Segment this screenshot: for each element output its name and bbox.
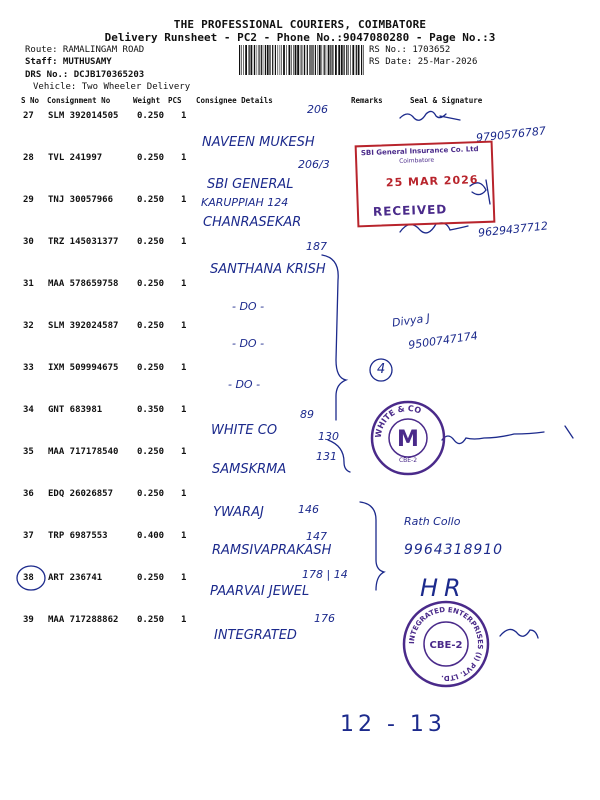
hand-131: 131: [316, 450, 337, 463]
hand-footer-count: 12 - 13: [340, 712, 446, 737]
hand-206-3: 206/3: [298, 158, 330, 171]
row-weight: 0.250: [137, 489, 165, 499]
white-co-inner: CBE-2: [398, 457, 418, 464]
hand-ditto-1: - DO -: [232, 300, 265, 313]
hand-130: 130: [318, 430, 339, 443]
hand-rathcollo: Rath Collo: [404, 515, 461, 528]
hand-circled-4: 4: [377, 362, 386, 377]
integrated-inner: CBE-2: [429, 640, 463, 651]
circle-mark: [17, 566, 45, 590]
hand-147: 147: [306, 530, 327, 543]
col-sno: S No: [21, 96, 40, 105]
row-sno: 39: [23, 615, 34, 625]
hand-ramsiva: RAMSIVAPRAKASH: [212, 543, 332, 558]
row-consignment: EDQ 26026857: [48, 489, 114, 499]
row-weight: 0.250: [137, 237, 165, 247]
row-weight: 0.250: [137, 153, 165, 163]
col-remarks: Remarks: [351, 96, 383, 105]
hand-samskrma: SAMSKRMA: [212, 462, 287, 477]
row-pcs: 1: [181, 153, 187, 163]
staff-label: Staff: MUTHUSAMY: [25, 57, 112, 67]
row-sno: 31: [23, 279, 34, 289]
route-label: Route: RAMALINGAM ROAD: [25, 45, 145, 55]
hand-santhana: SANTHANA KRISH: [210, 262, 326, 277]
hand-phone-2: 9629437712: [477, 219, 549, 240]
company-title: THE PROFESSIONAL COURIERS, COIMBATORE: [173, 18, 427, 31]
row-pcs: 1: [181, 531, 187, 541]
hand-187: 187: [306, 240, 327, 253]
hand-89: 89: [300, 408, 314, 421]
row-pcs: 1: [181, 111, 187, 121]
brace-mark: [360, 502, 384, 590]
row-consignment: MAA 717288862: [48, 615, 119, 625]
sbi-stamp-line1: SBI General Insurance Co. Ltd: [360, 145, 479, 158]
row-consignment: TVL 241997: [48, 153, 103, 163]
row-sno: 27: [23, 111, 34, 121]
row-sno: 29: [23, 195, 34, 205]
row-weight: 0.250: [137, 321, 165, 331]
row-consignment: IXM 509994675: [48, 363, 119, 373]
row-sno: 32: [23, 321, 34, 331]
row-sno: 37: [23, 531, 34, 541]
signature-mark: [400, 111, 460, 120]
col-consignment: Consignment No: [47, 96, 111, 105]
hand-178: 178 | 14: [302, 568, 348, 581]
hand-phone-4: 9964318910: [404, 542, 504, 558]
row-sno: 36: [23, 489, 34, 499]
hand-ditto-3: - DO -: [228, 378, 261, 391]
signature-mark: [442, 426, 573, 444]
sbi-stamp-date: 25 MAR 2026: [385, 173, 479, 190]
hand-chanrasekar: CHANRASEKAR: [203, 215, 302, 230]
row-consignment: MAA 578659758: [48, 279, 119, 289]
sbi-stamp: [355, 141, 496, 228]
hand-hr: HR: [420, 574, 467, 602]
row-consignment: TNJ 30057966: [48, 195, 114, 205]
row-pcs: 1: [181, 615, 187, 625]
row-sno: 34: [23, 405, 34, 415]
col-weight: Weight: [133, 96, 161, 105]
hand-phone-3: 9500747174: [407, 329, 479, 352]
col-consignee: Consignee Details: [196, 96, 273, 105]
row-weight: 0.250: [137, 195, 165, 205]
brace-mark: [328, 440, 350, 472]
row-pcs: 1: [181, 279, 187, 289]
row-pcs: 1: [181, 321, 187, 331]
hand-sbi-general: SBI GENERAL: [207, 177, 294, 192]
row-consignment: SLM 392014505: [48, 111, 119, 121]
row-sno: 28: [23, 153, 34, 163]
white-co-ring-text: WHITE & CO: [373, 403, 423, 439]
integrated-stamp: [402, 600, 490, 688]
rs-date: RS Date: 25-Mar-2026: [369, 57, 478, 67]
row-pcs: 1: [181, 405, 187, 415]
row-weight: 0.250: [137, 615, 165, 625]
hand-paarvai: PAARVAI JEWEL: [210, 584, 310, 599]
row-weight: 0.250: [137, 573, 165, 583]
white-co-stamp: [370, 400, 446, 476]
hand-integrated: INTEGRATED: [214, 628, 297, 643]
row-pcs: 1: [181, 489, 187, 499]
hand-ditto-2: - DO -: [232, 337, 265, 350]
sbi-stamp-received: RECEIVED: [372, 202, 448, 219]
row-sno: 38: [23, 573, 34, 583]
col-pcs: PCS: [168, 96, 182, 105]
hand-146: 146: [298, 503, 319, 516]
drs-number: DRS No.: DCJB170365203: [25, 70, 145, 80]
integrated-ring-text: INTEGRATED ENTERPRISES (I) PVT. LTD.: [407, 605, 485, 683]
row-pcs: 1: [181, 573, 187, 583]
integrated-seal-icon: [402, 600, 490, 688]
row-consignment: SLM 392024587: [48, 321, 119, 331]
row-sno: 30: [23, 237, 34, 247]
white-co-seal-icon: [370, 400, 446, 476]
row-consignment: GNT 683981: [48, 405, 103, 415]
hand-206-1: 206: [307, 103, 328, 116]
hand-divya: Divya J: [391, 311, 431, 330]
col-seal: Seal & Signature: [410, 96, 483, 105]
row-pcs: 1: [181, 195, 187, 205]
hand-karuppiah: KARUPPIAH 124: [201, 196, 289, 209]
sbi-stamp-line2: Coimbatore: [399, 156, 435, 165]
circle-mark: [370, 359, 392, 381]
row-sno: 33: [23, 363, 34, 373]
row-weight: 0.250: [137, 447, 165, 457]
row-consignment: TRP 6987553: [48, 531, 108, 541]
rs-number: RS No.: 1703652: [369, 45, 451, 55]
row-sno: 35: [23, 447, 34, 457]
hand-naveen: NAVEEN MUKESH: [202, 135, 315, 150]
hand-ywaraj: YWARAJ: [213, 505, 264, 520]
runsheet-subtitle: Delivery Runsheet - PC2 - Phone No.:9047080280 - Page No.:3: [104, 31, 496, 44]
hand-176: 176: [314, 612, 335, 625]
brace-mark: [322, 255, 346, 420]
row-consignment: TRZ 145031377: [48, 237, 119, 247]
row-weight: 0.250: [137, 363, 165, 373]
row-pcs: 1: [181, 237, 187, 247]
row-pcs: 1: [181, 447, 187, 457]
signature-mark: [500, 629, 538, 638]
hand-phone-1: 9790576787: [475, 124, 547, 145]
row-weight: 0.400: [137, 531, 165, 541]
row-consignment: ART 236741: [48, 573, 103, 583]
row-weight: 0.350: [137, 405, 165, 415]
row-consignment: MAA 717178540: [48, 447, 119, 457]
row-weight: 0.250: [137, 111, 165, 121]
hand-white-co: WHITE CO: [211, 423, 278, 438]
row-pcs: 1: [181, 363, 187, 373]
row-weight: 0.250: [137, 279, 165, 289]
vehicle-label: Vehicle: Two Wheeler Delivery: [33, 82, 191, 92]
white-co-letter: M: [397, 427, 419, 452]
